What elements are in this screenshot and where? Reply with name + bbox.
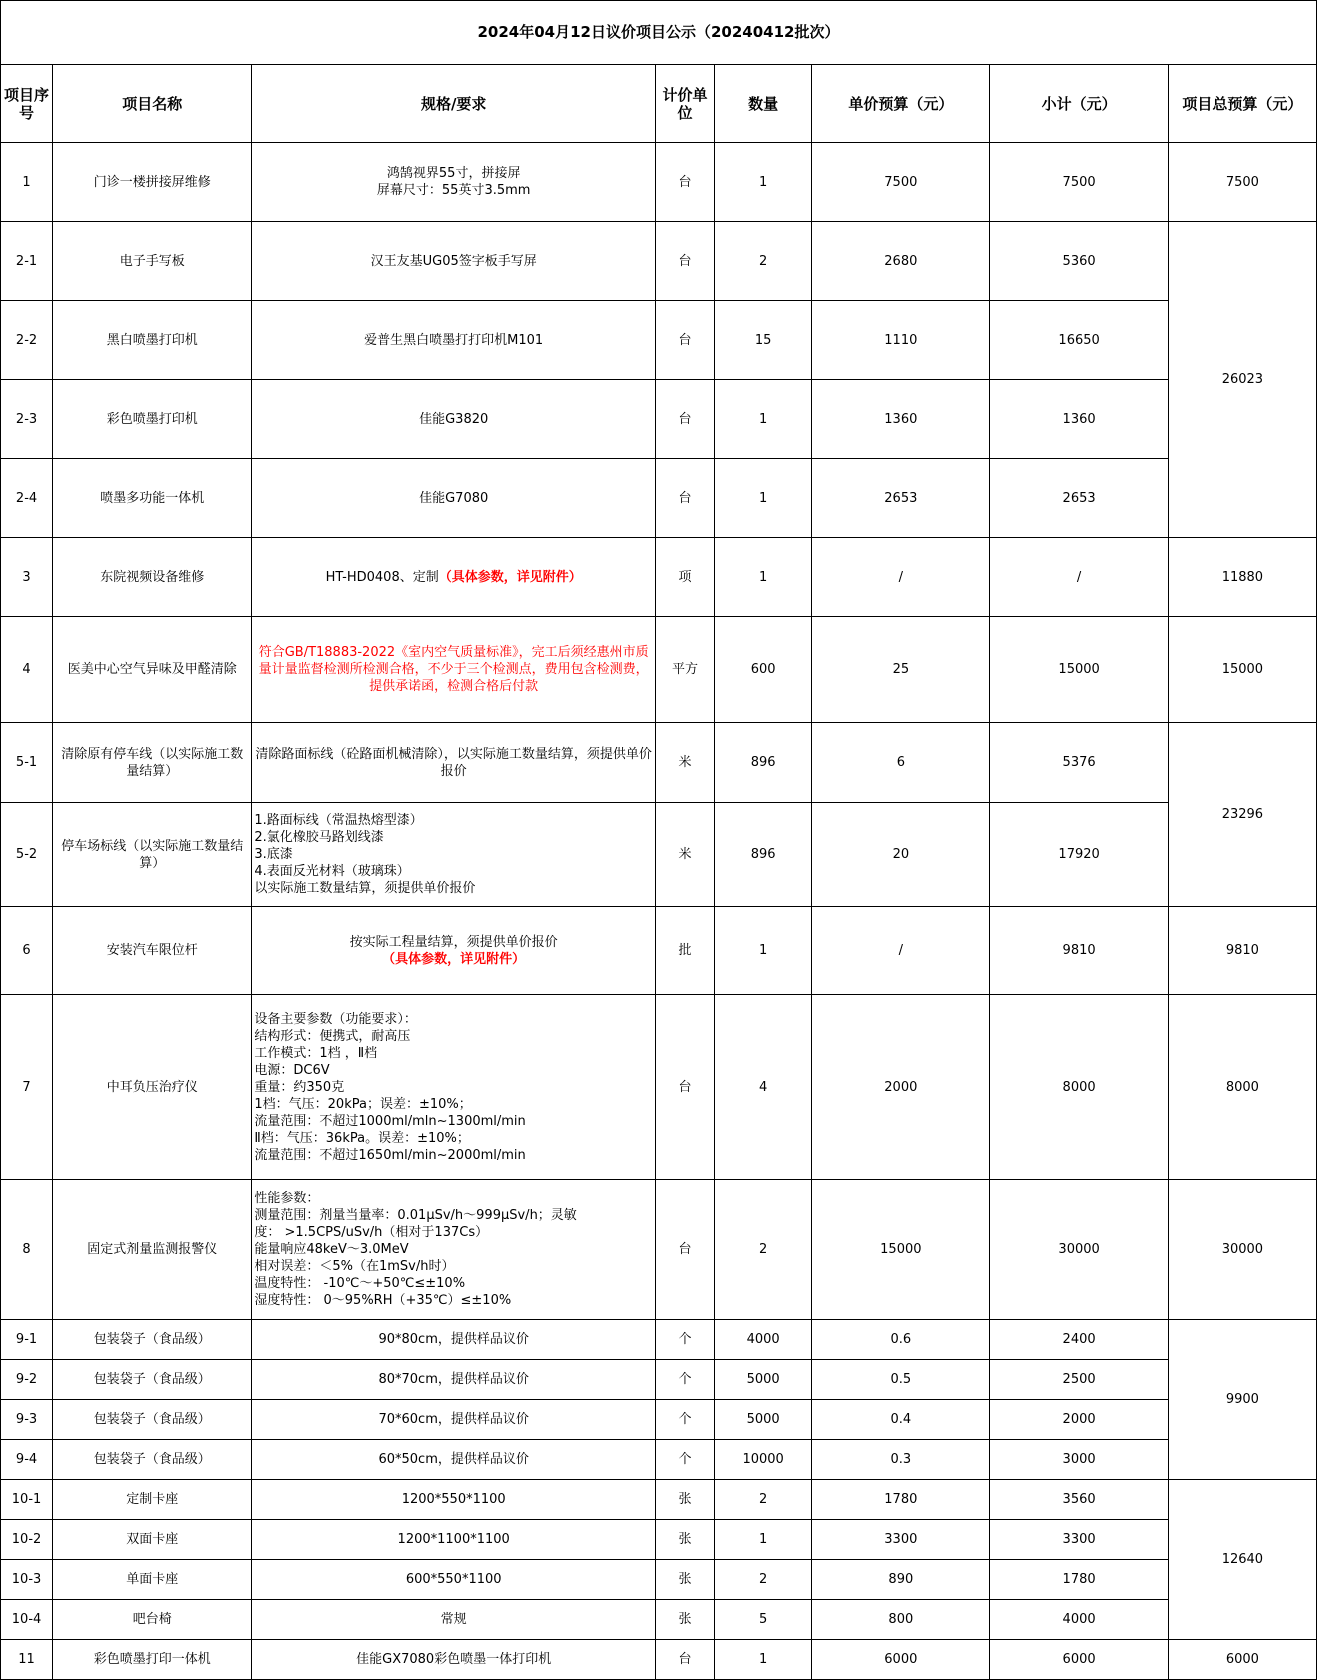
table-row <box>1 143 1317 222</box>
cell-name: 彩色喷墨打印机 <box>53 380 252 459</box>
cell-price: 2000 <box>812 995 990 1180</box>
spec-line: 鸿鹄视界55寸，拼接屏 <box>386 166 521 181</box>
cell-name: 东院视频设备维修 <box>53 538 252 617</box>
cell-seq: 5-1 <box>1 723 53 803</box>
spec-line: 流量范围：不超过1650ml/min~2000ml/min <box>254 1147 526 1163</box>
cell-qty: 2 <box>715 222 812 301</box>
cell-seq: 10-4 <box>1 1600 53 1640</box>
cell-qty: 10000 <box>715 1440 812 1480</box>
cell-spec: 符合GB/T18883-2022《室内空气质量标准》，完工后须经惠州市质量计量监督检测所检测合格，不少于三个检测点，费用包含检测费，提供承诺函，检测合格后付款 <box>252 617 656 723</box>
cell-spec: 常规 <box>252 1600 656 1640</box>
cell-price: 6000 <box>812 1640 990 1680</box>
cell-unit: 个 <box>655 1320 714 1360</box>
table-row <box>1 1400 1317 1440</box>
cell-seq: 2-4 <box>1 459 53 538</box>
cell-price: 0.5 <box>812 1360 990 1400</box>
cell-unit: 张 <box>655 1520 714 1560</box>
spec-line: 相对误差：＜5%（在1mSv/h时） <box>254 1259 455 1274</box>
cell-seq: 10-2 <box>1 1520 53 1560</box>
cell-price: 25 <box>812 617 990 723</box>
cell-total: 6000 <box>1168 1640 1316 1680</box>
cell-name: 医美中心空气异味及甲醛清除 <box>53 617 252 723</box>
table-row <box>1 1320 1317 1360</box>
spec-text: 按实际工程量结算，须提供单价报价 <box>349 934 558 950</box>
cell-subtotal: 2400 <box>990 1320 1168 1360</box>
cell-qty: 896 <box>715 803 812 907</box>
table-row <box>1 301 1317 380</box>
cell-unit: 台 <box>655 380 714 459</box>
cell-unit: 张 <box>655 1600 714 1640</box>
cell-subtotal: 2500 <box>990 1360 1168 1400</box>
cell-subtotal: 3560 <box>990 1480 1168 1520</box>
spec-line: 湿度特性： 0～95%RH（+35℃）≤±10% <box>254 1293 512 1308</box>
cell-spec <box>252 995 656 1180</box>
cell-unit: 张 <box>655 1480 714 1520</box>
cell-seq: 2-2 <box>1 301 53 380</box>
table-row <box>1 380 1317 459</box>
cell-unit: 台 <box>655 995 714 1180</box>
cell-subtotal: 1360 <box>990 380 1168 459</box>
cell-name: 包装袋子（食品级） <box>53 1440 252 1480</box>
cell-price: 1780 <box>812 1480 990 1520</box>
cell-qty: 1 <box>715 1640 812 1680</box>
cell-subtotal: 4000 <box>990 1600 1168 1640</box>
spec-line: 屏幕尺寸：55英寸3.5mm <box>376 183 531 198</box>
header-total: 项目总预算（元） <box>1168 65 1316 143</box>
table-row <box>1 222 1317 301</box>
cell-seq: 9-4 <box>1 1440 53 1480</box>
header-row <box>1 65 1317 143</box>
cell-subtotal: 2653 <box>990 459 1168 538</box>
cell-seq: 8 <box>1 1180 53 1320</box>
cell-qty: 4000 <box>715 1320 812 1360</box>
cell-name: 固定式剂量监测报警仪 <box>53 1180 252 1320</box>
table-row <box>1 995 1317 1180</box>
cell-name: 包装袋子（食品级） <box>53 1360 252 1400</box>
table-row <box>1 1560 1317 1600</box>
cell-seq: 2-1 <box>1 222 53 301</box>
cell-qty: 2 <box>715 1560 812 1600</box>
cell-name: 停车场标线（以实际施工数量结算） <box>53 803 252 907</box>
cell-subtotal: 3000 <box>990 1440 1168 1480</box>
cell-unit: 台 <box>655 301 714 380</box>
cell-subtotal: 15000 <box>990 617 1168 723</box>
header-unit: 计价单位 <box>655 65 714 143</box>
cell-subtotal: 8000 <box>990 995 1168 1180</box>
spec-red-note: （具体参数，详见附件） <box>382 951 526 967</box>
cell-qty: 5 <box>715 1600 812 1640</box>
spec-red-note: （具体参数，详见附件） <box>438 569 582 585</box>
cell-spec: 600*550*1100 <box>252 1560 656 1600</box>
cell-total: 26023 <box>1168 222 1316 538</box>
cell-subtotal: 5376 <box>990 723 1168 803</box>
cell-name: 单面卡座 <box>53 1560 252 1600</box>
cell-name: 喷墨多功能一体机 <box>53 459 252 538</box>
table-row <box>1 1520 1317 1560</box>
cell-unit: 个 <box>655 1440 714 1480</box>
cell-total: 15000 <box>1168 617 1316 723</box>
table-row <box>1 1600 1317 1640</box>
cell-total: 12640 <box>1168 1480 1316 1640</box>
cell-name: 定制卡座 <box>53 1480 252 1520</box>
cell-name: 双面卡座 <box>53 1520 252 1560</box>
cell-qty: 600 <box>715 617 812 723</box>
cell-unit: 米 <box>655 723 714 803</box>
cell-price: 2680 <box>812 222 990 301</box>
cell-subtotal: 7500 <box>990 143 1168 222</box>
cell-seq: 2-3 <box>1 380 53 459</box>
spec-line: 1档：气压：20kPa；误差：±10%； <box>254 1096 472 1112</box>
cell-seq: 7 <box>1 995 53 1180</box>
cell-spec <box>252 907 656 995</box>
cell-total: 9900 <box>1168 1320 1316 1480</box>
cell-name: 电子手写板 <box>53 222 252 301</box>
cell-seq: 3 <box>1 538 53 617</box>
table-row <box>1 538 1317 617</box>
spec-line: 温度特性： -10℃～+50℃≤±10% <box>254 1276 466 1291</box>
cell-spec: 1200*550*1100 <box>252 1480 656 1520</box>
header-subtotal: 小计（元） <box>990 65 1168 143</box>
cell-seq: 10-1 <box>1 1480 53 1520</box>
spec-line: 3.底漆 <box>254 847 293 862</box>
spec-line: 电源：DC6V <box>254 1062 330 1078</box>
cell-spec <box>252 803 656 907</box>
page-title: 2024年04月12日议价项目公示（20240412批次） <box>1 1 1317 65</box>
cell-price: 890 <box>812 1560 990 1600</box>
header-name: 项目名称 <box>53 65 252 143</box>
cell-total: 23296 <box>1168 723 1316 907</box>
cell-seq: 4 <box>1 617 53 723</box>
cell-unit: 平方 <box>655 617 714 723</box>
cell-qty: 1 <box>715 143 812 222</box>
cell-spec: 清除路面标线（砼路面机械清除），以实际施工数量结算，须提供单价报价 <box>252 723 656 803</box>
cell-unit: 台 <box>655 1640 714 1680</box>
cell-unit: 台 <box>655 222 714 301</box>
cell-price: 0.6 <box>812 1320 990 1360</box>
cell-subtotal: 3300 <box>990 1520 1168 1560</box>
cell-qty: 1 <box>715 1520 812 1560</box>
cell-seq: 6 <box>1 907 53 995</box>
cell-price: 7500 <box>812 143 990 222</box>
cell-subtotal: 2000 <box>990 1400 1168 1440</box>
cell-price: 3300 <box>812 1520 990 1560</box>
table-row <box>1 723 1317 803</box>
cell-total: 11880 <box>1168 538 1316 617</box>
cell-spec <box>252 143 656 222</box>
cell-qty: 4 <box>715 995 812 1180</box>
cell-subtotal: 5360 <box>990 222 1168 301</box>
spec-line: 结构形式：便携式，耐高压 <box>254 1028 411 1044</box>
cell-qty: 2 <box>715 1180 812 1320</box>
header-price: 单价预算（元） <box>812 65 990 143</box>
cell-spec: 佳能G7080 <box>252 459 656 538</box>
spec-line: 工作模式：1档 ，Ⅱ档 <box>254 1045 378 1061</box>
cell-spec: 80*70cm，提供样品议价 <box>252 1360 656 1400</box>
cell-seq: 5-2 <box>1 803 53 907</box>
cell-spec <box>252 1180 656 1320</box>
cell-seq: 1 <box>1 143 53 222</box>
cell-qty: 1 <box>715 907 812 995</box>
cell-name: 包装袋子（食品级） <box>53 1320 252 1360</box>
cell-price: 20 <box>812 803 990 907</box>
cell-subtotal: 16650 <box>990 301 1168 380</box>
spec-line: 4.表面反光材料（玻璃珠） <box>254 864 410 879</box>
cell-qty: 2 <box>715 1480 812 1520</box>
cell-spec: 爱普生黑白喷墨打打印机M101 <box>252 301 656 380</box>
cell-seq: 9-2 <box>1 1360 53 1400</box>
cell-qty: 896 <box>715 723 812 803</box>
cell-qty: 1 <box>715 380 812 459</box>
cell-qty: 15 <box>715 301 812 380</box>
cell-price: / <box>812 907 990 995</box>
spec-line: Ⅱ档：气压：36kPa。误差：±10%； <box>254 1130 470 1146</box>
cell-qty: 5000 <box>715 1400 812 1440</box>
cell-name: 清除原有停车线（以实际施工数量结算） <box>53 723 252 803</box>
cell-qty: 1 <box>715 538 812 617</box>
cell-name: 吧台椅 <box>53 1600 252 1640</box>
cell-unit: 个 <box>655 1360 714 1400</box>
cell-name: 中耳负压治疗仪 <box>53 995 252 1180</box>
cell-unit: 台 <box>655 143 714 222</box>
spec-line: 度： >1.5CPS/uSv/h（相对于137Cs） <box>254 1225 489 1240</box>
cell-spec: 60*50cm，提供样品议价 <box>252 1440 656 1480</box>
cell-unit: 米 <box>655 803 714 907</box>
cell-total: 9810 <box>1168 907 1316 995</box>
table-row <box>1 459 1317 538</box>
header-qty: 数量 <box>715 65 812 143</box>
spec-line: 测量范围：剂量当量率：0.01μSv/h～999μSv/h；灵敏 <box>254 1208 577 1223</box>
cell-name: 安装汽车限位杆 <box>53 907 252 995</box>
cell-total: 7500 <box>1168 143 1316 222</box>
cell-unit: 台 <box>655 1180 714 1320</box>
cell-spec: 70*60cm，提供样品议价 <box>252 1400 656 1440</box>
cell-subtotal: 17920 <box>990 803 1168 907</box>
spec-line: 性能参数： <box>254 1191 320 1206</box>
cell-name: 黑白喷墨打印机 <box>53 301 252 380</box>
cell-name: 包装袋子（食品级） <box>53 1400 252 1440</box>
spec-line: 能量响应48keV～3.0MeV <box>254 1242 409 1257</box>
cell-seq: 9-1 <box>1 1320 53 1360</box>
cell-spec <box>252 538 656 617</box>
cell-spec: 佳能G3820 <box>252 380 656 459</box>
header-spec: 规格/要求 <box>252 65 656 143</box>
cell-subtotal: 9810 <box>990 907 1168 995</box>
spec-line: 流量范围：不超过1000ml/mln~1300ml/min <box>254 1113 526 1129</box>
spec-text: HT-HD0408、定制 <box>325 569 439 585</box>
cell-spec: 佳能GX7080彩色喷墨一体打印机 <box>252 1640 656 1680</box>
spec-line: 设备主要参数（功能要求）： <box>254 1011 417 1027</box>
cell-price: / <box>812 538 990 617</box>
cell-unit: 台 <box>655 459 714 538</box>
table-row <box>1 1360 1317 1400</box>
cell-subtotal: 1780 <box>990 1560 1168 1600</box>
cell-subtotal: / <box>990 538 1168 617</box>
cell-price: 0.4 <box>812 1400 990 1440</box>
table-row <box>1 907 1317 995</box>
cell-unit: 张 <box>655 1560 714 1600</box>
cell-price: 6 <box>812 723 990 803</box>
cell-qty: 5000 <box>715 1360 812 1400</box>
cell-seq: 9-3 <box>1 1400 53 1440</box>
table-row <box>1 1640 1317 1680</box>
cell-seq: 10-3 <box>1 1560 53 1600</box>
table-row <box>1 1480 1317 1520</box>
cell-price: 0.3 <box>812 1440 990 1480</box>
cell-unit: 个 <box>655 1400 714 1440</box>
cell-total: 30000 <box>1168 1180 1316 1320</box>
cell-spec: 90*80cm，提供样品议价 <box>252 1320 656 1360</box>
header-seq: 项目序号 <box>1 65 53 143</box>
table-row <box>1 617 1317 723</box>
spec-line: 重量：约350克 <box>254 1079 345 1095</box>
title-row <box>1 1 1317 65</box>
spec-line: 以实际施工数量结算，须提供单价报价 <box>254 881 476 896</box>
cell-unit: 项 <box>655 538 714 617</box>
table-row <box>1 803 1317 907</box>
cell-seq: 11 <box>1 1640 53 1680</box>
cell-subtotal: 6000 <box>990 1640 1168 1680</box>
cell-price: 800 <box>812 1600 990 1640</box>
cell-price: 1110 <box>812 301 990 380</box>
cell-price: 2653 <box>812 459 990 538</box>
cell-unit: 批 <box>655 907 714 995</box>
spec-line: 2.氯化橡胶马路划线漆 <box>254 830 384 845</box>
table-row <box>1 1180 1317 1320</box>
cell-spec: 1200*1100*1100 <box>252 1520 656 1560</box>
cell-name: 彩色喷墨打印一体机 <box>53 1640 252 1680</box>
cell-total: 8000 <box>1168 995 1316 1180</box>
cell-name: 门诊一楼拼接屏维修 <box>53 143 252 222</box>
cell-price: 15000 <box>812 1180 990 1320</box>
table-row <box>1 1440 1317 1480</box>
cell-subtotal: 30000 <box>990 1180 1168 1320</box>
cell-spec: 汉王友基UG05签字板手写屏 <box>252 222 656 301</box>
cell-price: 1360 <box>812 380 990 459</box>
cell-qty: 1 <box>715 459 812 538</box>
spec-line: 1.路面标线（常温热熔型漆） <box>254 813 423 828</box>
